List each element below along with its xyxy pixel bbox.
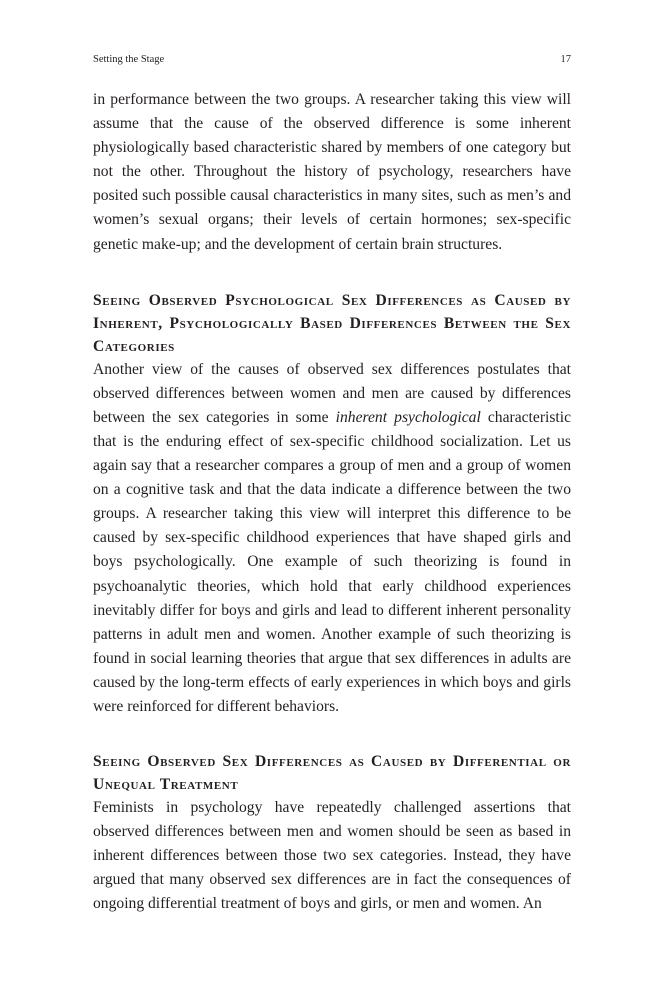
page-number: 17	[560, 54, 571, 65]
body-paragraph-1: in performance between the two groups. A researcher taking this view will assume that the cause of the observed difference is some inherent physiologically based characteristic shared by members of one category but not the other. Throughout the history of psychology, researchers have posited such possible causal characteristics in many sites, such as men’s and women’s sexual organs; their levels of certain hormones; sex-specific genetic make-up; and the development of certain brain structures.	[93, 91, 571, 253]
page-body	[93, 88, 571, 917]
section-heading-inherent-psychological: Seeing Observed Psychological Sex Differences as Caused by Inherent, Psychologically Based Differences Between the Sex Categories	[93, 291, 571, 355]
body-paragraph-2	[93, 358, 571, 719]
paragraph-2-text-end: characteristic that is the enduring effect of sex-specific childhood socialization. Let us again say that a researcher compares a group of men and a group of women on a cognitive task and that the data indicate a difference between the two groups. A researcher taking this view will interpret this difference to be caused by sex-specific childhood experiences that have shaped girls and boys psychologically. One example of such theorizing is found in psychoanalytic theories, which hold that early childhood experiences inevitably differ for boys and girls and lead to different inherent personality patterns in adult men and women. Another example of such theorizing is found in social learning theories that argue that sex differences in adults are caused by the long-term effects of early experiences in which boys and girls were reinforced for different behaviors.	[93, 408, 571, 715]
paragraph-2-italic-phrase: inherent psychological	[335, 408, 481, 426]
paragraph-2-text-start: Another view of the causes of observed sex differences postulates that observed differences between women and men are caused by differences between the sex categories in some	[93, 360, 571, 426]
running-head	[93, 53, 571, 67]
body-paragraph-3: Feminists in psychology have repeatedly challenged assertions that observed differences between men and women should be seen as based in inherent differences between those two sex categories. Instead, they have argued that many observed sex differences are in fact the consequences of ongoing differential treatment of boys and girls, or men and women. An	[93, 799, 571, 913]
section-heading-differential-treatment: Seeing Observed Sex Differences as Caused by Differential or Unequal Treatment	[93, 753, 571, 794]
running-head-title: Setting the Stage	[93, 54, 165, 65]
